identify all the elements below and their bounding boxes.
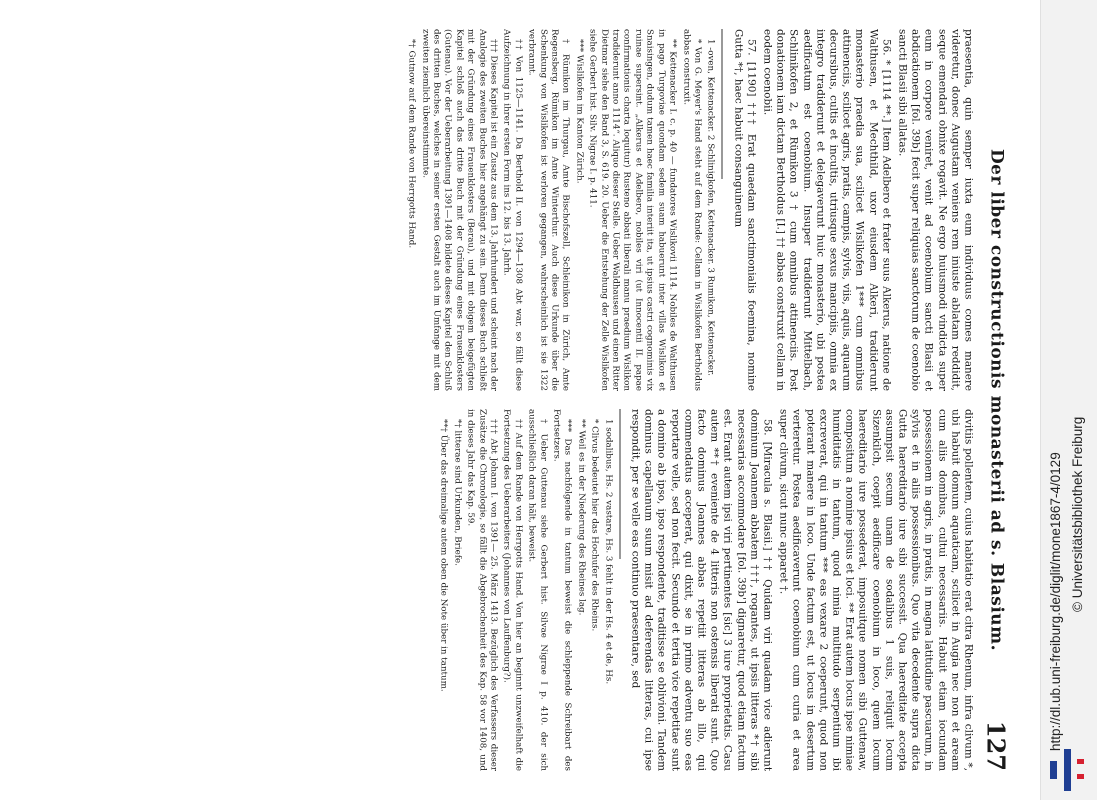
footnote: *** Das nachfolgende in tantum beweist die schleppende Schreibart des Fortsetzers. [551, 409, 573, 771]
footnote: ††† Abt Johann I. von 1391— 25. März 1413. Bezüglich des Verfassers dieser Zusätze die Chronologie, so fällt die Abgebrochenheit des Kap. 58 vor 1408, und in dieses Jahr das Kap. 59. [465, 409, 499, 771]
copyright-notice: © Universitätsbibliothek Freiburg [1070, 416, 1085, 612]
footnote: 1 sodalibus, Hs. 2 vastare, Hs. 3 fehlt in der Hs. 4 et de, Hs. [603, 419, 614, 685]
footnote-divider [722, 29, 723, 179]
footnote: † Rümikon im Thurgau, Amte Bischofszell, Schleinikon in Zürich, Amte Regensberg, Rümikon im Amte Winterthur. Auch diese Urkunde über die Schenkung von Wislikofen ist verloren gegangen, wahrscheinlich ist sie 1322 verbrannt. [526, 29, 571, 391]
paragraph: praesentia, quin semper iuxta eum individuus comes manere videretur, donec Augustam veniens rem iniuste ablatam reddidit, seque emendari obnixe rogavit. Ne ergo huiusmodi vindicta super eum in corpore veniret, venit ad coenobium sancti Blasii et abdicationem [fol. 39b] fecit super reliquias sanctorum de coenobio sancti Blasii sibi allatas. [896, 29, 975, 391]
right-column [436, 409, 975, 771]
paragraph: 57. [1190] ††† Erat quaedam sanctimonialis foemina, nomine Gutta *†, haec habuit consanguineum [732, 29, 758, 391]
footnote: †† Auf dem Rande von Herrgotts Hand. Von hier an beginnt unzweifelhaft die Fortsetzung des Ueberarbeiters (Johannes von Lauffenburg?). [501, 409, 524, 771]
footnote: ††† Dieses Kapitel ist ein Zusatz aus dem 13. Jahrhundert und scheint nach der Analogie des zweiten Buches hier angehängt zu sein. Denn dieses Buch schließt mit der Gründung eines Frauenklosters (Berau), und mit obigem beigefügten Kapitel schloß auch das dritte Buch mit der Gründung eines Frauenklosters (Gutenau). Vor der Ueberarbeitung 1391—1408 bildete dieses Kapitel den Schluß des dritten Buches, welches in seiner ersten Gestalt auch im Umfange mit dem zweiten ziemlich übereinstimmte. [420, 29, 499, 391]
right-footnotes [438, 409, 614, 771]
footnote: †† Von 1125—1141. Da Berthold II. von 1294—1308 Abt war, so fällt diese Aufzeichnung in ihrer ersten Form ins 12. bis 13. Jahrh. [501, 29, 524, 391]
left-footnotes [405, 29, 716, 391]
footnote: 1 -oven, Kettenacker. 2 Schlinigkofen, Kettenacker. 3 Rumikon, Kettenacker. [705, 39, 716, 376]
running-title: Der liber constructionis monasterii ad s. Blasium. [986, 148, 1007, 652]
page-number: 127 [981, 720, 1011, 771]
left-column [403, 29, 974, 391]
page-header [975, 29, 1011, 771]
university-library-logo-icon [1047, 745, 1087, 795]
footnote: *† litterae sind Urkunden, Briefe. [452, 419, 463, 566]
footnote: ** Kettenacker I. c. p. 40 — fundatores Wislikovii 1114. Nobiles de Walthusen in pago Turgoviae quondam sedem suam habuerunt inter villas Wislikon et Snaisingen, dudum tamen haec familia interiit ita, ut ipsius castri cognominis vix ruinae supersint. „Alkerus et Adelbero, nobiles viri (ut Innocentii II. papae confirmationis charta loquitur) Rusteno abbati liberali manu praedium Wislikon tradiderunt anno 1114“. Aliquo dieser Stelle. Ueber Waldhausen und einen Ritter Dietmar siehe den Band 3, S. 619. 20. Ueber die Entstehung der Zelle Wislikofen siehe Gerbert hist. Silv. Nigrae I. p. 411. [587, 29, 678, 391]
footnote: **† Über das dreimalige autem oben die Note über in tantum. [438, 419, 449, 692]
book-page [18, 15, 1023, 785]
library-sidebar [1040, 0, 1097, 800]
footnote: † Ueber Guttenau siehe Gerbert hist. Silvae Nigrae I p. 410. der sich ausschließlich daran hält, beweist. [526, 409, 549, 771]
footnote: ** Weil es in der Niederung des Rheines lag. [576, 419, 587, 616]
footnote: * Clivus bedeutet hier das Hochufer des Rheins. [589, 419, 600, 632]
footnote: *† Gutnow auf dem Rande von Herrgotts Hand. [406, 39, 417, 249]
permalink-url[interactable]: http://dl.ub.uni-freiburg.de/diglit/mone1867-4/0129 [1048, 452, 1063, 751]
paragraph: 56. * [1114 **.] Item Adelbero et frater suus Alkerus, natione de Walthusen, et Mechthild, uxor eiusdem Alkeri, tradiderunt monasterio praedia sua, scilicet Wislikofen 1*** cum omnibus attinenciis, scilicet agris, pratis, campis, sylvis, viis, aquis, aquarum decursibus, cultis et incultis, utriusque sexus mancipiis, omnia ex integro tradiderunt et delegaverunt huic monasterio, ubi postea aedificatum est coenobium. Insuper tradiderunt Mittelbach, Schlinikofen 2, et Rümikon 3 † cum omnibus attinenciis. Post donationem iam dictam Bertholdus [I.] †† abbas construxit cellam in eodem coenobii. [761, 29, 893, 391]
paragraph: divitiis pollentem, cuius habitatio erat citra Rhenum, infra clivum *, ubi habuit domum aquaticam, scilicet in Augia nec non et aream cum aliis domibus, cultui necessariis. Habuit etiam iocundam possessionem in agris, in pratis, in magna latitudine pascuarum, in sylvis et in aliis possessionibus. Quo vita decedente supra dicta Gutta haereditario iure sibi successit. Qua haereditate accepta assumpsit secum unam de sodalibus 1 suis, reliquit locum Sizenkilch, coepit aedificare coenobium in loco, quem locum haereditario iure possederat, imposuitque nomen sibi Guttenaw, compositum a nomine ipsius et loci. ** Erat autem locus ipse nimiae humiditatis in tantum, quod nimia multitudo serpentium ibi excreverat, qui in tantum *** eas vexare 2 coeperunt, quod non poterant manere in loco. Unde factum est, ut locus in desertum verteretur. Postea aedificaverunt coenobium cum curia et area super clivum, sicut nunc apparet †. [777, 409, 975, 771]
footnote: *** Wislikofen im Kanton Zürich. [574, 39, 585, 184]
footnote: * Von G. Meyer's Hand steht auf dem Rande: Cellam in Wislikofen Bertholdus abbas construxit. [681, 29, 703, 391]
paragraph: 58. [Miracula s. Blasii.] †† Quidam viri quadam vice adierunt dominum Joannem abbatem †††, rogantes, ut ipsis litteras *† sibi necessarias accommodare [fol. 39b'] dignaretur, quod etiam factum est. Erant autem ipsi viri pertinentes [sic] 3 iure proprietatis. Casu autem **† eveniente de 4 litteris non ostensis liberati sunt. Quo facto dominus Joannes abbas repetiit litteras ab illo, qui commendatus acceperat, qui dixit, se in primo adventu suo eas reportare velle, sed non fecit. Secundo et tertia vice repetitae sunt a domino ab ipso, ipso respondente, traditisse se oblivioni. Tandem dominus capellanum suum misit ad deferendas litteras, cui ipse respondit, per se velle eas continuo praesentare, sed [629, 409, 774, 771]
footnote-divider [619, 409, 620, 559]
